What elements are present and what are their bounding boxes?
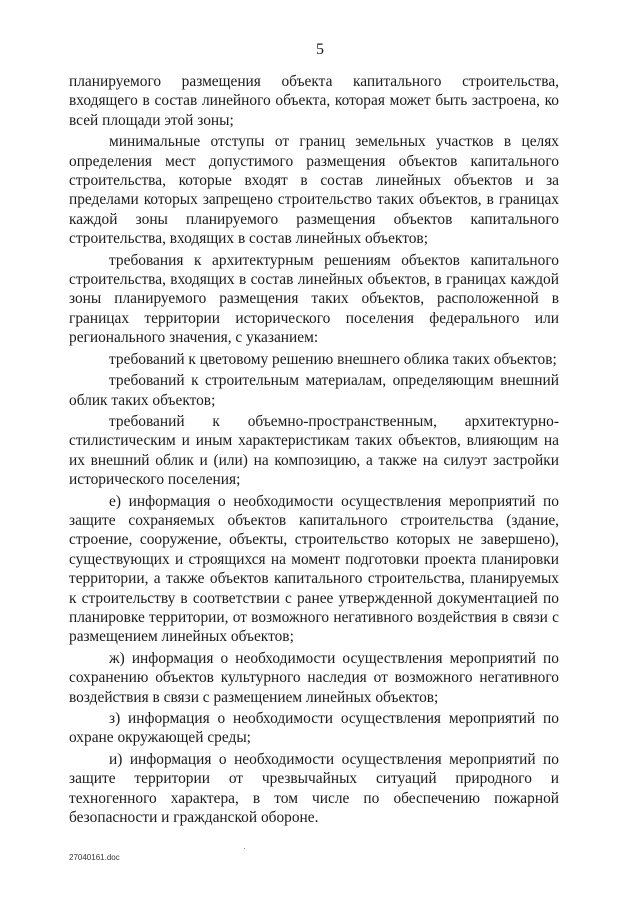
- paragraph-architectural-requirements: требования к архитектурным решениям объектов капитального строительства, входящих в состав линейных объектов, в границах каждой зоны планируемого размещения таких объектов, расположенной в границах территории исторического поселения федерального или регионального значения, с указанием:: [69, 251, 559, 347]
- paragraph-spatial-requirements: требований к объемно-пространственным, архитектурно-стилистическим и иным характеристикам таких объектов, влияющим на их внешний облик и (или) на композицию, а также на силуэт застройки исторического поселения;: [69, 412, 559, 489]
- paragraph-item-i: и) информация о необходимости осуществления мероприятий по защите территории от чрезвычайных ситуаций природного и техногенного характера, в том числе по обеспечению пожарной безопасности и гражданской обороне.: [69, 750, 559, 827]
- paragraph-color-requirements: требований к цветовому решению внешнего облика таких объектов;: [109, 350, 557, 368]
- paragraph-item-e: е) информация о необходимости осуществления мероприятий по защите сохраняемых объектов капитального строительства (здание, строение, сооружение, объекты, строительство которых не завершено), существующих и строящихся на момент подготовки проекта планировки территории, а также объектов капитального строительства, планируемых к строительству в соответствии с ранее утвержденной документацией по планировке территории, от возможного негативного воздействия в связи с размещением линейных объектов;: [69, 492, 559, 646]
- page-number: 5: [316, 41, 324, 58]
- footer-filename: 27040161.doc: [69, 853, 120, 862]
- scan-speck: [244, 848, 245, 849]
- paragraph-material-requirements: требований к строительным материалам, определяющим внешний облик таких объектов;: [69, 372, 559, 409]
- paragraph-item-z: з) информация о необходимости осуществления мероприятий по охране окружающей среды;: [69, 710, 559, 747]
- paragraph-minimum-setbacks: минимальные отступы от границ земельных участков в целях определения мест допустимого размещения объектов капитального строительства, которые входят в состав линейных объектов и за пределами которых запрещено строительство таких объектов, в границах каждой зоны планируемого размещения объектов капитального строительства, входящих в состав линейных объектов;: [69, 133, 559, 248]
- paragraph-continuation: планируемого размещения объекта капитального строительства, входящего в состав линейного объекта, которая может быть застроена, ко всей площади этой зоны;: [69, 73, 559, 129]
- paragraph-item-zh: ж) информация о необходимости осуществления мероприятий по сохранению объектов культурного наследия от возможного негативного воздействия в связи с размещением линейных объектов;: [69, 649, 559, 706]
- document-body: [69, 72, 559, 829]
